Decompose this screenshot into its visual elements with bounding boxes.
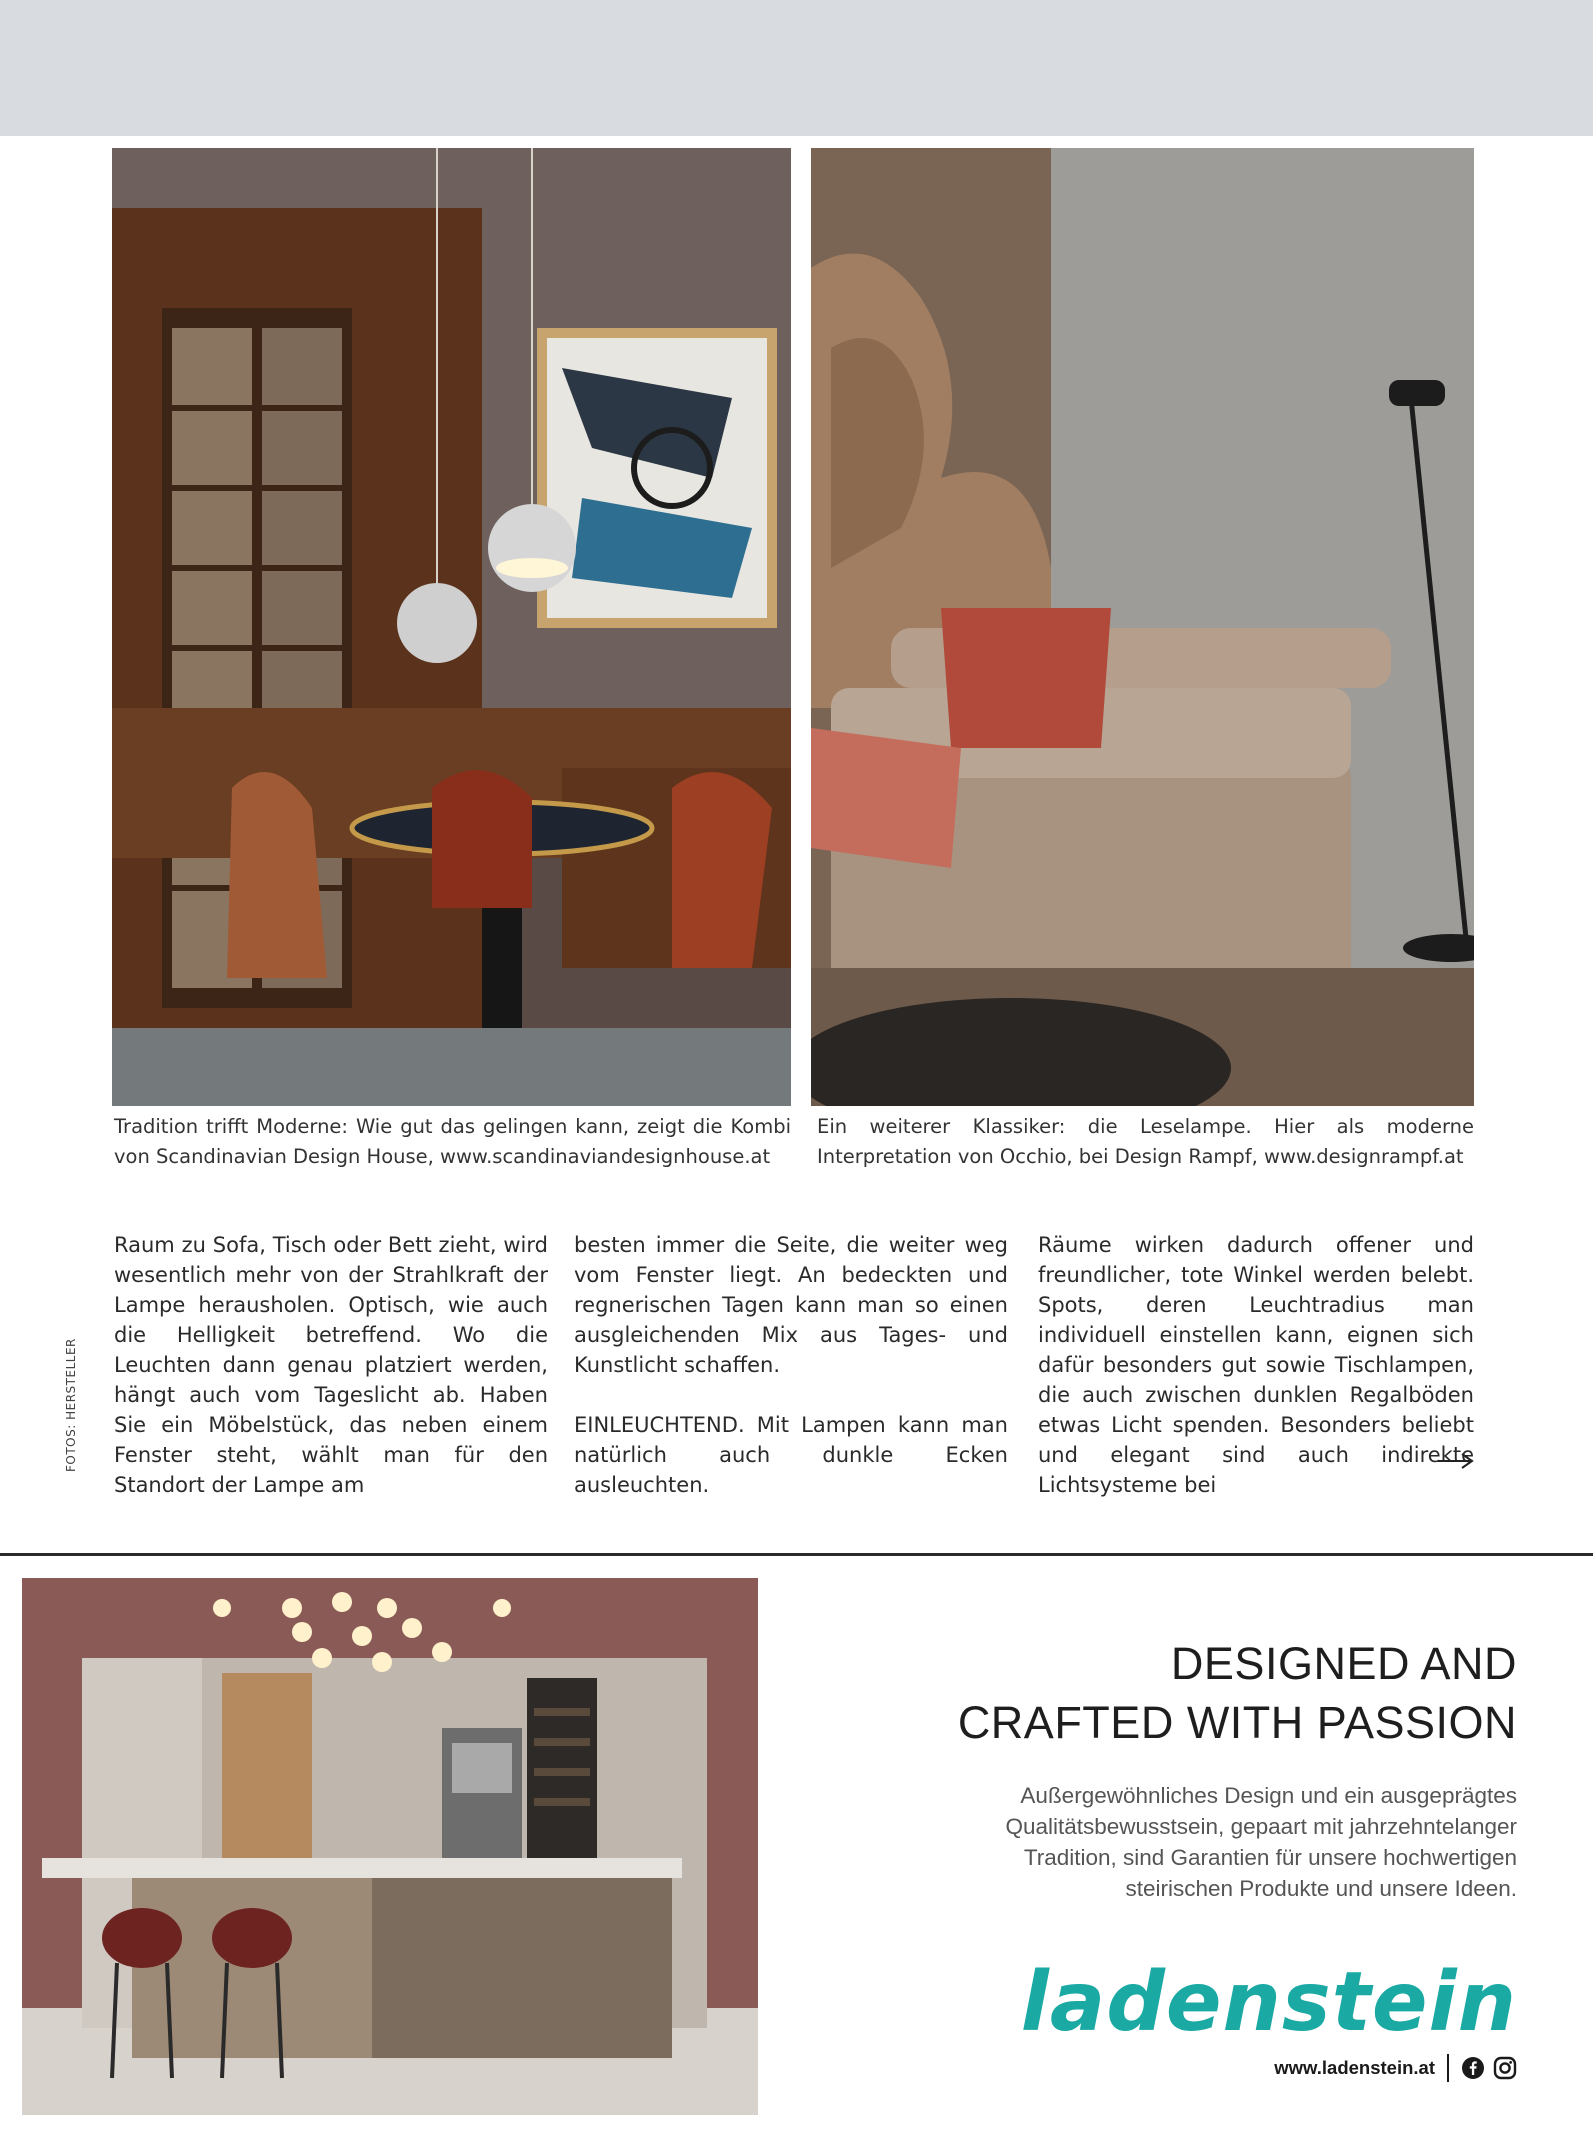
article-paragraph: besten immer die Seite, die weiter weg vom Fenster liegt. An bedeckten und regnerischen Tagen kann man so einen ausgleichenden Mix aus Tages- und Kunstlicht schaffen. xyxy=(574,1233,1008,1377)
article-column-3 xyxy=(1038,1230,1474,1500)
ad-headline-line: CRAFTED WITH PASSION xyxy=(957,1697,1517,1748)
dining-room-photo xyxy=(112,148,791,1106)
continue-arrow-icon xyxy=(1438,1452,1474,1470)
reading-lamp-photo xyxy=(811,148,1474,1106)
article-column-2 xyxy=(574,1230,1008,1500)
website-link[interactable]: www.ladenstein.at xyxy=(1274,2057,1435,2078)
caption-left: Tradition trifft Moderne: Wie gut das gelingen kann, zeigt die Kombi von Scandinavian Design House, www.scandinaviandesignhouse.at xyxy=(114,1115,791,1168)
article-paragraph: Raum zu Sofa, Tisch oder Bett zieht, wird wesentlich mehr von der Strahlkraft der Lampe herausholen. Optisch, wie auch die Helligkeit betreffend. Wo die Leuchten dann genau platziert werden, hängt auch vom Tageslicht ab. Haben Sie ein Möbelstück, das neben einem Fenster steht, wählt man für den Standort der Lampe am xyxy=(114,1233,548,1497)
ad-headline-line: DESIGNED AND xyxy=(1170,1638,1517,1689)
ad-contact-row xyxy=(1274,2053,1517,2083)
top-band xyxy=(0,0,1593,136)
article-paragraph: EINLEUCHTEND. Mit Lampen kann man natürlich auch dunkle Ecken ausleuchten. xyxy=(574,1413,1008,1497)
separator xyxy=(1447,2054,1449,2082)
caption-right: Ein weiterer Klassiker: die Leselampe. Hier als moderne Interpretation von Occhio, bei Design Rampf, www.designrampf.at xyxy=(817,1115,1474,1168)
article-paragraph: Räume wirken dadurch offener und freundlicher, tote Winkel werden belebt. Spots, deren Leuchtradius man individuell einstellen kann, eignen sich dafür besonders gut sowie Tischlampen, die auch zwischen dunklen Regalböden etwas Licht spenden. Besonders beliebt und elegant sind auch indirekte Lichtsysteme bei xyxy=(1038,1233,1474,1497)
ad-headline xyxy=(958,1634,1517,1752)
section-divider xyxy=(0,1553,1593,1556)
facebook-icon[interactable] xyxy=(1461,2056,1485,2080)
kitchen-ad-photo xyxy=(22,1578,758,2115)
ladenstein-logo: ladenstein xyxy=(1020,1955,1517,2050)
article-column-1 xyxy=(114,1230,548,1500)
photo-credit: FOTOS: HERSTELLER xyxy=(64,1338,78,1472)
instagram-icon[interactable] xyxy=(1493,2056,1517,2080)
ad-body-text: Außergewöhnliches Design und ein ausgeprägtes Qualitätsbewusstsein, gepaart mit jahrzehntelanger Tradition, sind Garantien für unsere hochwertigen steirischen Produkte und unsere Ideen. xyxy=(1005,1783,1517,1901)
